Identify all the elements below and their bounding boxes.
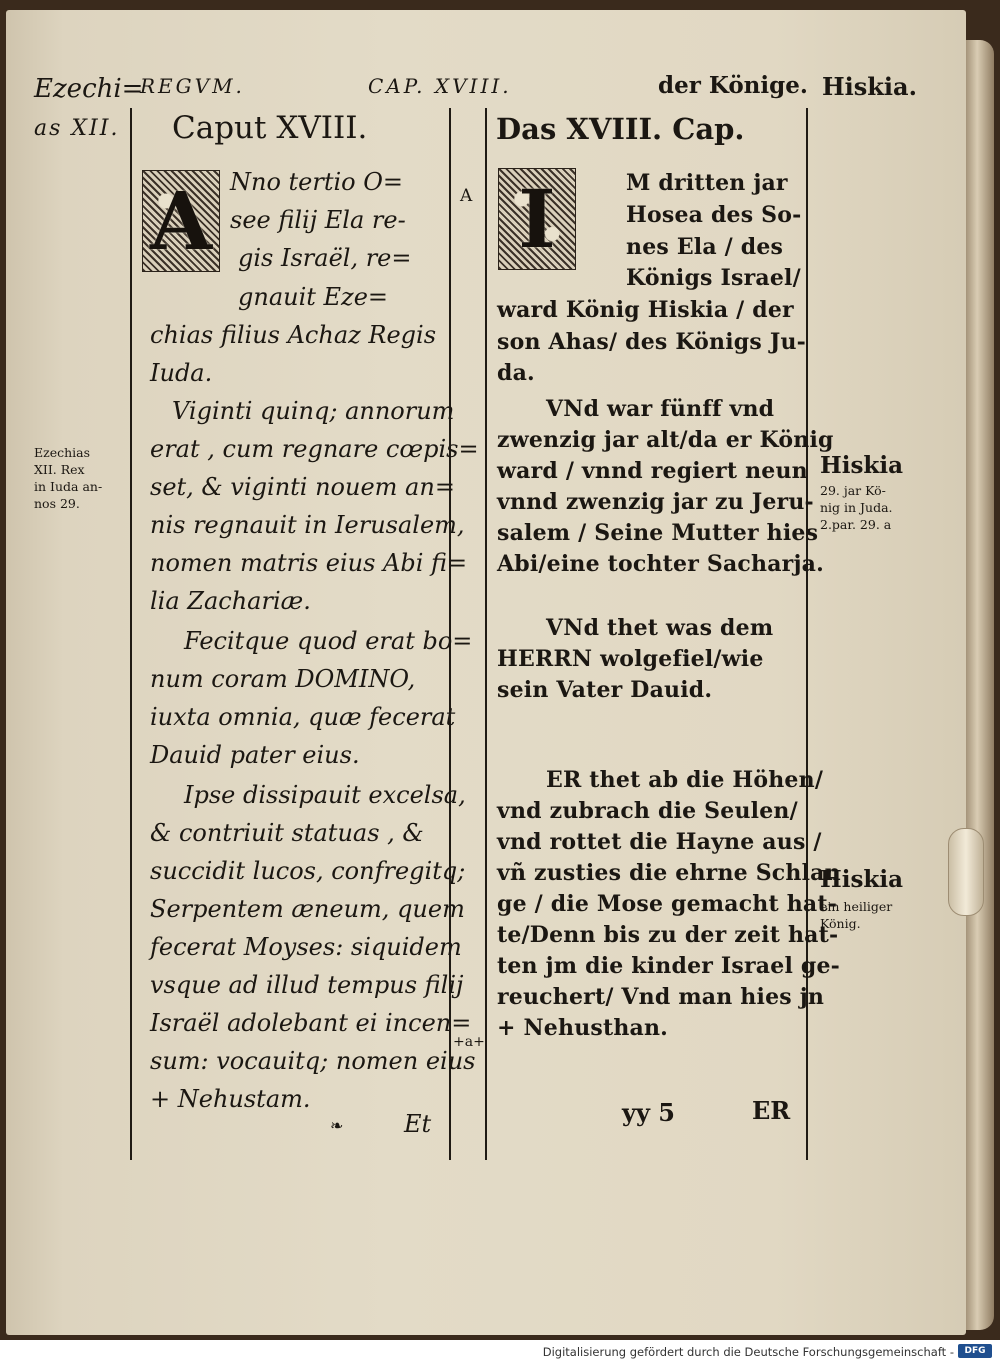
left-note-line: Ezechias xyxy=(34,445,91,460)
german-line: vñ zusties die ehrne Schlan xyxy=(497,860,841,886)
footer-credit: Digitalisierung gefördert durch die Deutsche Forschungsgemeinschaft - xyxy=(542,1345,954,1359)
left-margin-label: as XII. xyxy=(34,116,120,141)
book-clasp xyxy=(948,828,984,916)
latin-line: Ipse dissipauit excelsa, xyxy=(184,781,466,809)
latin-line: Nno tertio O= xyxy=(230,168,404,196)
german-line: Hosea des So- xyxy=(626,202,802,228)
latin-line: sum: vocauitq; nomen eius xyxy=(150,1047,476,1075)
header-chapter: CAP. XVIII. xyxy=(368,74,512,98)
latin-line: Fecitque quod erat bo= xyxy=(184,627,473,655)
right-note-title: Hiskia xyxy=(820,866,903,893)
latin-catchword: Et xyxy=(404,1110,432,1138)
german-line: + Nehusthan. xyxy=(497,1015,669,1041)
latin-line: Dauid pater eius. xyxy=(150,741,360,769)
ornament-fleuron: ❧ xyxy=(330,1116,344,1135)
german-line: vnd zubrach die Seulen/ xyxy=(497,798,798,824)
latin-line: nomen matris eius Abi fi= xyxy=(150,549,468,577)
latin-drop-cap-ornament xyxy=(142,170,220,272)
latin-line: + Nehustam. xyxy=(150,1085,311,1113)
german-line: ward / vnnd regiert neun xyxy=(497,458,808,484)
german-line: Abi/eine tochter Sacharja. xyxy=(497,551,824,577)
german-line: ten jm die kinder Israel ge- xyxy=(497,953,840,979)
latin-heading: Caput XVIII. xyxy=(172,110,368,146)
dfg-logo: DFG xyxy=(958,1344,992,1358)
latin-line: gis Israël, re= xyxy=(238,244,412,272)
latin-line: Iuda. xyxy=(150,359,213,387)
right-note-line: 2.par. 29. a xyxy=(820,517,892,532)
german-line: ge / die Mose gemacht hat- xyxy=(497,891,838,917)
latin-line: gnauit Eze= xyxy=(238,283,389,311)
left-note-line: nos 29. xyxy=(34,496,80,511)
latin-line: nis regnauit in Ierusalem, xyxy=(150,511,465,539)
gutter-mark-a: A xyxy=(460,186,473,206)
latin-line: num coram DOMINO, xyxy=(150,665,416,693)
latin-line: succidit lucos, confregitq; xyxy=(150,857,466,885)
german-line: sein Vater Dauid. xyxy=(497,677,713,703)
left-note-line: XII. Rex xyxy=(34,462,85,477)
german-line: HERRN wolgefiel/wie xyxy=(497,646,764,672)
header-regum: REGVM. xyxy=(140,74,245,98)
german-line: vnd rottet die Hayne aus / xyxy=(497,829,822,855)
right-note-line: König. xyxy=(820,916,861,931)
german-line: son Ahas/ des Königs Ju- xyxy=(497,329,806,355)
latin-line: Viginti quinq; annorum xyxy=(172,397,455,425)
german-line: da. xyxy=(497,360,535,386)
german-drop-cap-ornament xyxy=(498,168,576,270)
latin-line: erat , cum regnare cœpis= xyxy=(150,435,479,463)
header-der-koenige: der Könige. xyxy=(658,72,808,99)
german-line: salem / Seine Mutter hies xyxy=(497,520,819,546)
latin-line: Serpentem æneum, quem xyxy=(150,895,465,923)
latin-line: Israël adolebant ei incen= xyxy=(150,1009,472,1037)
left-note-line: in Iuda an- xyxy=(34,479,103,494)
rule-left-margin xyxy=(130,108,132,1160)
latin-line: & contriuit statuas , & xyxy=(150,819,424,847)
german-line: te/Denn bis zu der zeit hat- xyxy=(497,922,839,948)
latin-line: chias filius Achaz Regis xyxy=(150,321,437,349)
latin-drop-cap: A xyxy=(149,174,213,268)
latin-line: see filij Ela re- xyxy=(230,206,406,234)
german-line: VNd thet was dem xyxy=(546,615,774,641)
latin-line: set, & viginti nouem an= xyxy=(150,473,455,501)
german-line: reuchert/ Vnd man hies jn xyxy=(497,984,825,1010)
german-line: zwenzig jar alt/da er König xyxy=(497,427,834,453)
german-catchword: ER xyxy=(752,1096,791,1125)
latin-line: iuxta omnia, quæ fecerat xyxy=(150,703,456,731)
german-line: ER thet ab die Höhen/ xyxy=(546,767,824,793)
gutter-mark-ta: +a+ xyxy=(453,1034,485,1050)
german-line: ward König Hiskia / der xyxy=(497,297,794,323)
latin-line: lia Zachariæ. xyxy=(150,587,311,615)
right-note-line: nig in Juda. xyxy=(820,500,893,515)
german-line: VNd war fünff vnd xyxy=(546,396,775,422)
german-line: vnnd zwenzig jar zu Jeru- xyxy=(497,489,814,515)
footer-bar xyxy=(0,1340,1000,1363)
header-margin-left: Ezechi= xyxy=(34,74,144,104)
german-signature: yy 5 xyxy=(622,1098,675,1127)
german-line: nes Ela / des xyxy=(626,234,784,260)
rule-center-right xyxy=(485,108,487,1160)
page-edge xyxy=(966,40,994,1330)
latin-line: fecerat Moyses: siquidem xyxy=(150,933,462,961)
german-drop-cap: I xyxy=(518,172,556,266)
german-heading: Das XVIII. Cap. xyxy=(496,112,745,146)
right-note-line: 29. jar Kö- xyxy=(820,483,886,498)
latin-line: vsque ad illud tempus filij xyxy=(150,971,464,999)
german-line: M dritten jar xyxy=(626,170,788,196)
header-margin-right: Hiskia. xyxy=(822,72,917,101)
german-line: Königs Israel/ xyxy=(626,265,801,291)
right-note-title: Hiskia xyxy=(820,452,903,479)
right-note-line: ein heiliger xyxy=(820,899,893,914)
